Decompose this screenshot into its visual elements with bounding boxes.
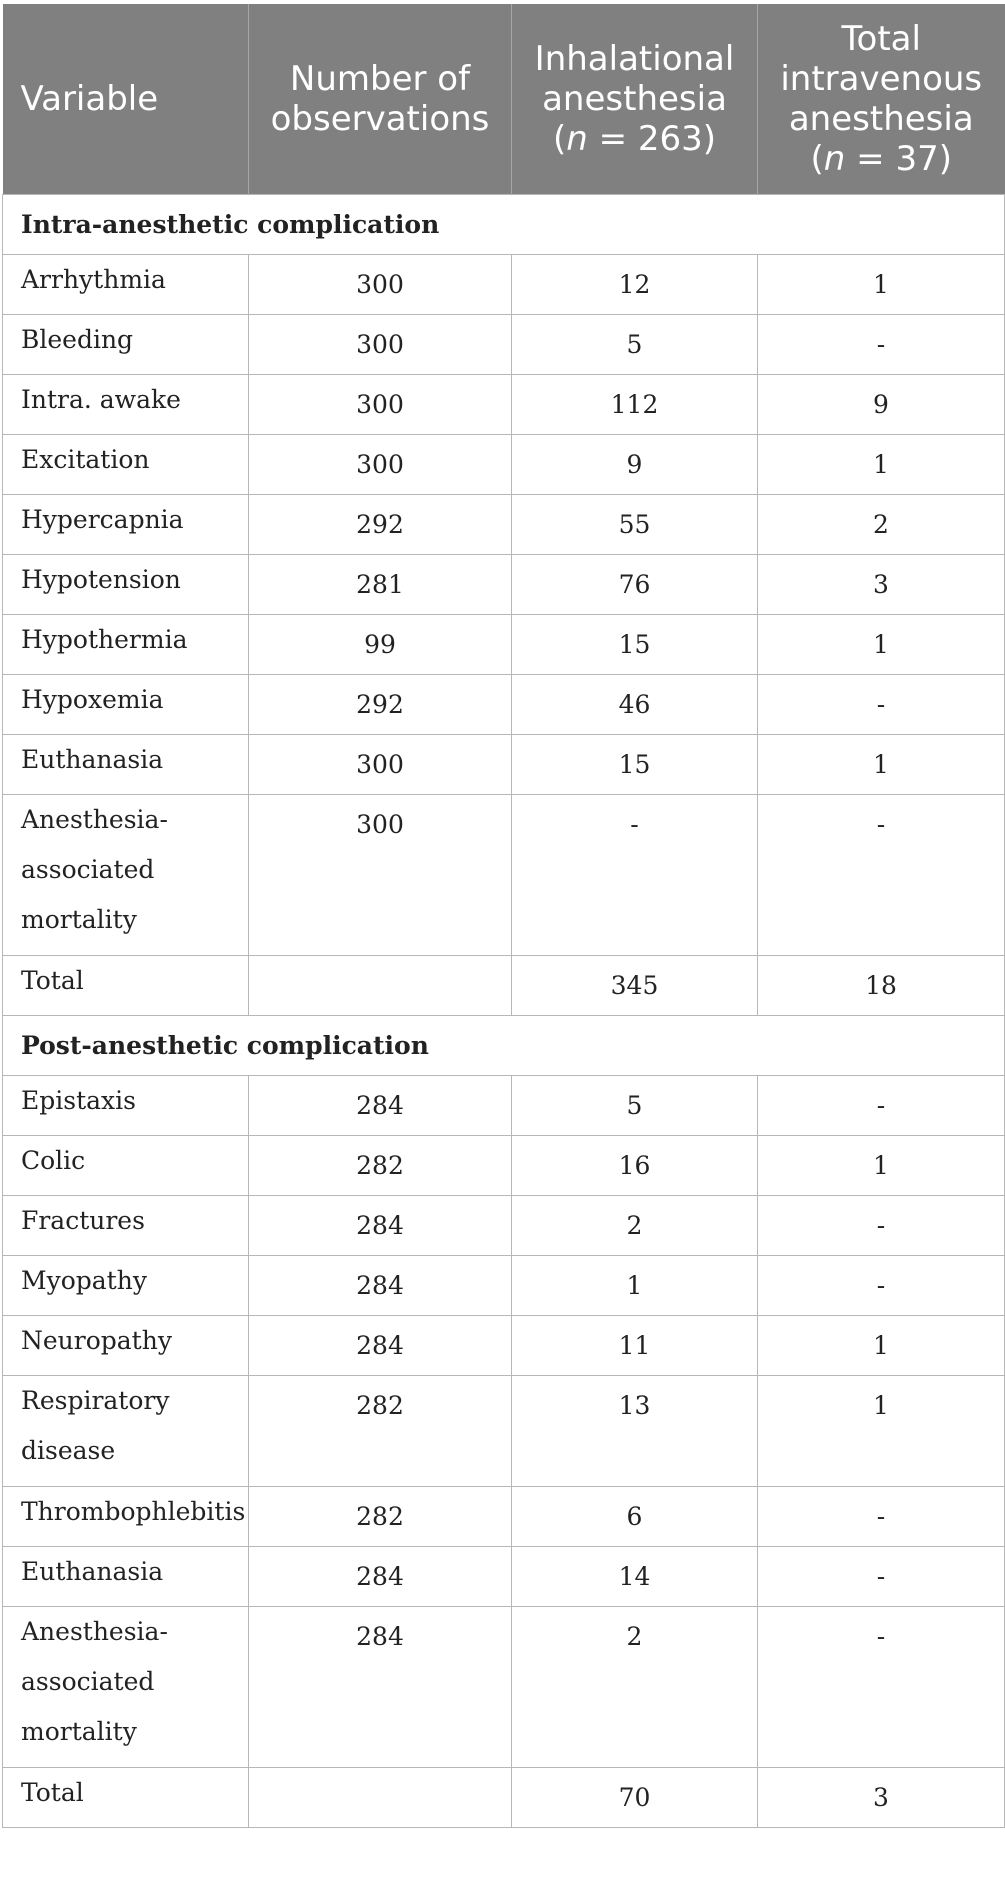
- table-row: [3, 674, 1005, 734]
- table-row: [3, 1546, 1005, 1606]
- cell-inhalational: 55: [512, 494, 758, 554]
- cell-variable: Thrombophlebitis: [3, 1486, 249, 1546]
- table-row: [3, 254, 1005, 314]
- cell-observations: 284: [249, 1546, 512, 1606]
- table-row: [3, 1255, 1005, 1315]
- table-row: [3, 314, 1005, 374]
- cell-variable: Euthanasia: [3, 734, 249, 794]
- cell-observations: 99: [249, 614, 512, 674]
- cell-inhalational: -: [512, 794, 758, 955]
- cell-variable: Respiratory disease: [3, 1375, 249, 1486]
- cell-inhalational: 15: [512, 614, 758, 674]
- cell-tiva: 1: [758, 1135, 1005, 1195]
- cell-inhalational: 46: [512, 674, 758, 734]
- cell-tiva: -: [758, 1546, 1005, 1606]
- table-row: [3, 434, 1005, 494]
- cell-inhalational: 2: [512, 1606, 758, 1767]
- cell-variable: Hypercapnia: [3, 494, 249, 554]
- cell-tiva: 3: [758, 1767, 1005, 1827]
- cell-tiva: -: [758, 1195, 1005, 1255]
- cell-observations: 284: [249, 1075, 512, 1135]
- table-row: [3, 1135, 1005, 1195]
- cell-tiva: -: [758, 1606, 1005, 1767]
- cell-observations: 282: [249, 1486, 512, 1546]
- cell-observations: [249, 955, 512, 1015]
- cell-variable: Total: [3, 1767, 249, 1827]
- cell-variable: Anesthesia-associated mortality: [3, 1606, 249, 1767]
- cell-observations: 300: [249, 434, 512, 494]
- cell-variable: Hypoxemia: [3, 674, 249, 734]
- cell-observations: 284: [249, 1195, 512, 1255]
- cell-tiva: 9: [758, 374, 1005, 434]
- section-row: [3, 1015, 1005, 1075]
- cell-tiva: -: [758, 794, 1005, 955]
- cell-variable: Bleeding: [3, 314, 249, 374]
- cell-tiva: -: [758, 1255, 1005, 1315]
- cell-variable: Intra. awake: [3, 374, 249, 434]
- cell-variable: Colic: [3, 1135, 249, 1195]
- header-row: [3, 4, 1005, 194]
- cell-variable: Hypotension: [3, 554, 249, 614]
- table-row: [3, 494, 1005, 554]
- cell-inhalational: 2: [512, 1195, 758, 1255]
- cell-tiva: 3: [758, 554, 1005, 614]
- cell-variable: Total: [3, 955, 249, 1015]
- table-row: [3, 1315, 1005, 1375]
- cell-inhalational: 345: [512, 955, 758, 1015]
- cell-variable: Neuropathy: [3, 1315, 249, 1375]
- cell-inhalational: 9: [512, 434, 758, 494]
- table-row: [3, 1375, 1005, 1486]
- cell-inhalational: 5: [512, 1075, 758, 1135]
- complications-table-container: [2, 4, 1005, 1828]
- cell-observations: 281: [249, 554, 512, 614]
- cell-inhalational: 70: [512, 1767, 758, 1827]
- table-row: [3, 794, 1005, 955]
- cell-variable: Arrhythmia: [3, 254, 249, 314]
- cell-tiva: -: [758, 674, 1005, 734]
- cell-observations: 292: [249, 674, 512, 734]
- cell-observations: 300: [249, 314, 512, 374]
- table-row: [3, 374, 1005, 434]
- header-inhalational: Inhalational anesthesia (n = 263): [512, 4, 758, 194]
- cell-tiva: 1: [758, 734, 1005, 794]
- cell-tiva: -: [758, 314, 1005, 374]
- table-row: [3, 734, 1005, 794]
- table-row: [3, 614, 1005, 674]
- cell-observations: 284: [249, 1255, 512, 1315]
- cell-inhalational: 12: [512, 254, 758, 314]
- cell-observations: 282: [249, 1375, 512, 1486]
- cell-inhalational: 13: [512, 1375, 758, 1486]
- header-tiva: Total intravenous anesthesia (n = 37): [758, 4, 1005, 194]
- cell-inhalational: 112: [512, 374, 758, 434]
- cell-variable: Myopathy: [3, 1255, 249, 1315]
- cell-inhalational: 11: [512, 1315, 758, 1375]
- cell-tiva: -: [758, 1486, 1005, 1546]
- cell-observations: 282: [249, 1135, 512, 1195]
- cell-tiva: 1: [758, 1315, 1005, 1375]
- cell-variable: Fractures: [3, 1195, 249, 1255]
- cell-variable: Anesthesia-associated mortality: [3, 794, 249, 955]
- table-row: [3, 1606, 1005, 1767]
- cell-observations: 292: [249, 494, 512, 554]
- section-row: [3, 194, 1005, 254]
- cell-tiva: -: [758, 1075, 1005, 1135]
- cell-variable: Euthanasia: [3, 1546, 249, 1606]
- complications-table: [2, 4, 1005, 1828]
- section-title: Intra-anesthetic complication: [3, 194, 1005, 254]
- cell-tiva: 2: [758, 494, 1005, 554]
- cell-tiva: 1: [758, 614, 1005, 674]
- cell-tiva: 18: [758, 955, 1005, 1015]
- cell-inhalational: 76: [512, 554, 758, 614]
- table-row: [3, 554, 1005, 614]
- cell-observations: 284: [249, 1606, 512, 1767]
- header-observations: Number of observations: [249, 4, 512, 194]
- cell-inhalational: 1: [512, 1255, 758, 1315]
- cell-observations: 300: [249, 254, 512, 314]
- cell-inhalational: 15: [512, 734, 758, 794]
- cell-observations: 300: [249, 794, 512, 955]
- header-variable: Variable: [3, 4, 249, 194]
- cell-inhalational: 16: [512, 1135, 758, 1195]
- table-body: [3, 194, 1005, 1827]
- table-row: [3, 1767, 1005, 1827]
- cell-observations: 284: [249, 1315, 512, 1375]
- table-row: [3, 1195, 1005, 1255]
- table-row: [3, 1075, 1005, 1135]
- cell-inhalational: 6: [512, 1486, 758, 1546]
- cell-tiva: 1: [758, 434, 1005, 494]
- cell-tiva: 1: [758, 254, 1005, 314]
- section-title: Post-anesthetic complication: [3, 1015, 1005, 1075]
- cell-observations: 300: [249, 374, 512, 434]
- cell-observations: [249, 1767, 512, 1827]
- table-row: [3, 955, 1005, 1015]
- cell-inhalational: 14: [512, 1546, 758, 1606]
- cell-variable: Excitation: [3, 434, 249, 494]
- cell-variable: Hypothermia: [3, 614, 249, 674]
- cell-observations: 300: [249, 734, 512, 794]
- cell-variable: Epistaxis: [3, 1075, 249, 1135]
- cell-tiva: 1: [758, 1375, 1005, 1486]
- cell-inhalational: 5: [512, 314, 758, 374]
- table-row: [3, 1486, 1005, 1546]
